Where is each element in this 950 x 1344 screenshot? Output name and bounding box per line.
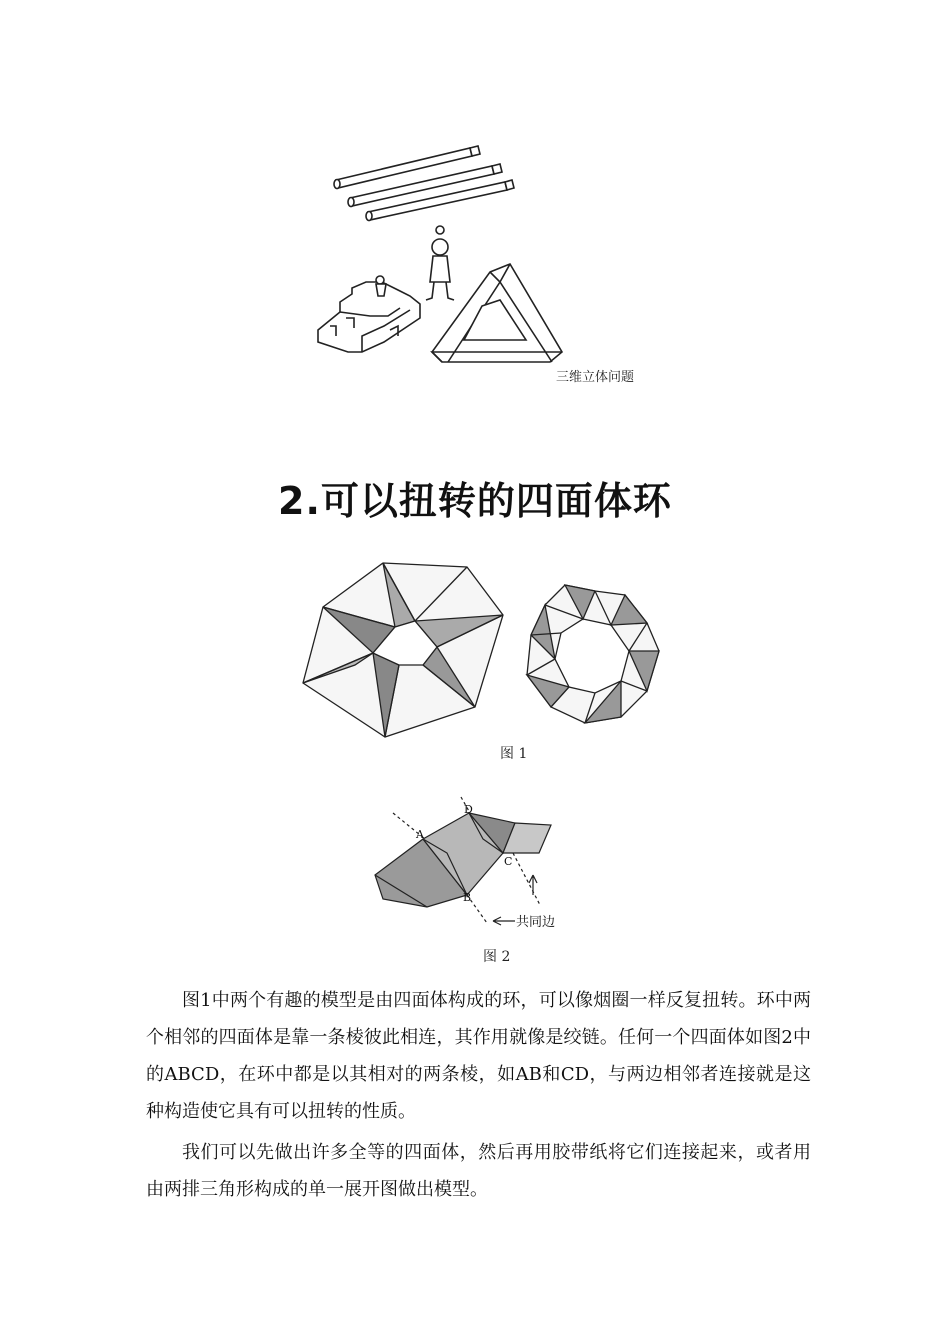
common-edge-label: 共同边 [516, 915, 556, 930]
vertex-label-a: A [416, 828, 424, 841]
vertex-label-b: B [463, 891, 472, 904]
body-text [146, 982, 811, 1208]
paragraph-2: 我们可以先做出许多全等的四面体，然后再用胶带纸将它们连接起来，或者用由两排三角形构成的单一展开图做出模型。 [146, 1142, 811, 1200]
figure-1-tetrahedron-rings [295, 555, 675, 745]
vertex-label-c: C [504, 855, 513, 868]
impossible-figures-illustration [300, 130, 670, 390]
figure-2-caption: 图 2 [483, 949, 511, 965]
vertex-label-d: D [464, 803, 473, 816]
illustration-caption: 三维立体问题 [556, 370, 635, 385]
paragraph-1: 图1中两个有趣的模型是由四面体构成的环，可以像烟圈一样反复扭转。环中两个相邻的四面体是靠一条棱彼此相连，其作用就像是绞链。任何一个四面体如图2中的ABCD，在环中都是以其相对的两条棱，如AB和CD，与两边相邻者连接就是这种构造使它具有可以扭转的性质。 [146, 990, 811, 1122]
figure-2-tetrahedron-strip [365, 795, 585, 935]
figure-1-caption: 图 1 [500, 746, 528, 762]
section-title: 2.可以扭转的四面体环 [278, 479, 672, 523]
